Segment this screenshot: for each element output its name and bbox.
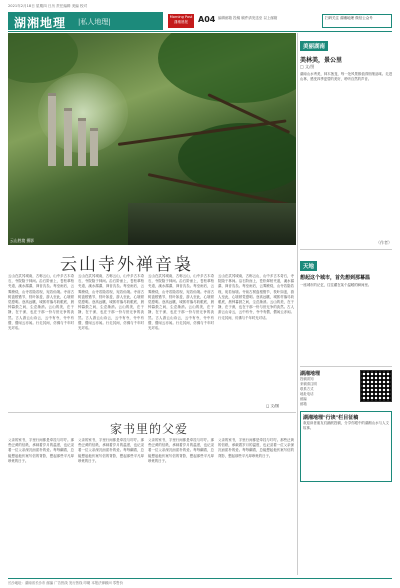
notice-item: 邮箱 (300, 402, 307, 406)
water-area (128, 203, 296, 245)
sidebar-label-2: 天地 (300, 261, 317, 271)
column-divider (297, 33, 298, 575)
sidebar-author: （作者） (376, 240, 392, 245)
section-title: 湖湘地理 (14, 16, 67, 30)
notice-item: 邮编 (300, 397, 307, 401)
sidebar-article-body-2: 一座城市的记忆，往往藏在某个温暖的瞬间里。 (300, 283, 372, 287)
article-body-2: 父亲的家书，字里行间都是牵挂与叮咛。那些泛黄的信纸，承载着岁月的温度，也记录着一位父亲深沉而质朴的爱。每每翻看，总能想起他伏案写信的背影，想起那些平凡却珍贵的日子。 (218, 438, 294, 458)
divider (300, 366, 392, 367)
byline: □ 文/图 (266, 404, 279, 408)
article-body-2: 父亲的家书，字里行间都是牵挂与叮咛。那些泛黄的信纸，承载着岁月的温度，也记录着一位父亲深沉而质朴的爱。每每翻看，总能想起他伏案写信的背影，想起那些平凡却珍贵的日子。 (78, 438, 144, 463)
sidebar (300, 33, 392, 482)
divider (300, 249, 392, 250)
notice-item: 投稿须知 (300, 377, 314, 381)
sidebar-byline: □ 文/图 (300, 64, 315, 69)
divider (8, 412, 296, 413)
ad-title: 湖湘地理"行读"栏目征稿 (303, 415, 359, 421)
newspaper-logo: Morning Post 潇湘晨报 (168, 14, 194, 28)
editor-info: 编辑邮箱 投稿 稿件请发送至 以上邮箱 (218, 16, 278, 20)
notice-item: 来稿请注明 (300, 382, 317, 386)
sidebar-article-title-2: 想起这个城市，首先想到那幕温 (300, 275, 371, 281)
notice-title: 湖湘地理 (300, 371, 321, 377)
article-body-2: 父亲的家书，字里行间都是牵挂与叮咛。那些泛黄的信纸，承载着岁月的温度，也记录着一位父亲深沉而质朴的爱。每每翻看，总能想起他伏案写信的背影，想起那些平凡却珍贵的日子。 (8, 438, 74, 463)
sidebar-article-body: 湖南山水秀美，林木葱茏，每一处风景都值得细细品味。走进山林，感受四季更替的美好，聆听自然的声音。 (300, 72, 392, 82)
date-line: 2021年2月18日 星期四 日历 责任编辑 美编 校对 (8, 4, 88, 8)
qr-code-icon (360, 370, 392, 402)
header-rule (8, 31, 392, 32)
section-subtitle: |私人地理| (78, 18, 111, 26)
article-body: 云山在武冈城南，古称云山，山中多古木奇石，寺院隐于林间。沿石阶而上，苍松翠柏夹道，溪水潺潺，禅音袅袅。每至雨后，云雾缭绕，山寺若隐若现，宛若仙境。寺前古树盘根错节，枝叶如盖，游人至此，心境顿觉澄明。登高远眺，城郭村落尽收眼底，晨钟暮鼓之间，尘虑渐消。云山的美，在于静，在于深，也在于那一份与世无争的淡然。古人游云山诗云，云中有寺，寺中有僧，僧闲云亦闲。行走其间，仿佛与千年时光对话。 (218, 274, 294, 320)
article-body: 云山在武冈城南，古称云山，山中多古木奇石，寺院隐于林间。沿石阶而上，苍松翠柏夹道，溪水潺潺，禅音袅袅。每至雨后，云雾缭绕，山寺若隐若现，宛若仙境。寺前古树盘根错节，枝叶如盖，游人至此，心境顿觉澄明。登高远眺，城郭村落尽收眼底，晨钟暮鼓之间，尘虑渐消。云山的美，在于静，在于深，也在于那一份与世无争的淡然。古人游云山诗云，云中有寺，寺中有僧，僧闲云亦闲。行走其间，仿佛与千年时光对话。 (78, 274, 144, 331)
article-title-2: 家书里的父爱 (110, 422, 189, 436)
sidebar-article-title: 美林美，景公里 (300, 57, 343, 64)
pagoda-icon (48, 93, 56, 166)
ad-body: 欢迎读者朋友们踊跃投稿，分享你眼中的湖湘山水与人文故事。 (303, 421, 389, 431)
sidebar-label: 美丽湖南 (300, 41, 328, 51)
section-banner (8, 12, 163, 30)
photo-caption: 云山胜境 摄影 (10, 238, 34, 243)
notice-item: 联系方式 (300, 387, 314, 391)
article-body: 云山在武冈城南，古称云山，山中多古木奇石，寺院隐于林间。沿石阶而上，苍松翠柏夹道，溪水潺潺，禅音袅袅。每至雨后，云雾缭绕，山寺若隐若现，宛若仙境。寺前古树盘根错节，枝叶如盖，游人至此，心境顿觉澄明。登高远眺，城郭村落尽收眼底，晨钟暮鼓之间，尘虑渐消。云山的美，在于静，在于深，也在于那一份与世无争的淡然。古人游云山诗云，云中有寺，寺中有僧，僧闲云亦闲。行走其间，仿佛与千年时光对话。 (148, 274, 214, 331)
page-number: A04 (198, 15, 216, 24)
pagoda-icon (64, 108, 72, 166)
call-for-submissions (300, 411, 392, 482)
article-body-2: 父亲的家书，字里行间都是牵挂与叮咛。那些泛黄的信纸，承载着岁月的温度，也记录着一位父亲深沉而质朴的爱。每每翻看，总能想起他伏案写信的背影，想起那些平凡却珍贵的日子。 (148, 438, 214, 463)
article-title: 云山寺外禅音袅 (60, 255, 193, 275)
notice-item: 地址电话 (300, 392, 314, 396)
masthead (8, 12, 392, 30)
notice-block (300, 370, 392, 407)
footer: 长沙地址：湖南省长沙市 邮编 广告热线 发行热线 印刷 本报法律顾问 零售价 (8, 578, 392, 585)
pagoda-icon (78, 118, 86, 166)
feature-photo (8, 33, 296, 245)
wechat-promo: 扫码关注 湖湘地理 微信公众号 (322, 14, 392, 28)
foliage (158, 33, 296, 103)
article-body: 云山在武冈城南，古称云山，山中多古木奇石，寺院隐于林间。沿石阶而上，苍松翠柏夹道，溪水潺潺，禅音袅袅。每至雨后，云雾缭绕，山寺若隐若现，宛若仙境。寺前古树盘根错节，枝叶如盖，游人至此，心境顿觉澄明。登高远眺，城郭村落尽收眼底，晨钟暮鼓之间，尘虑渐消。云山的美，在于静，在于深，也在于那一份与世无争的淡然。古人游云山诗云，云中有寺，寺中有僧，僧闲云亦闲。行走其间，仿佛与千年时光对话。 (8, 274, 74, 331)
pagoda-icon (90, 128, 98, 166)
